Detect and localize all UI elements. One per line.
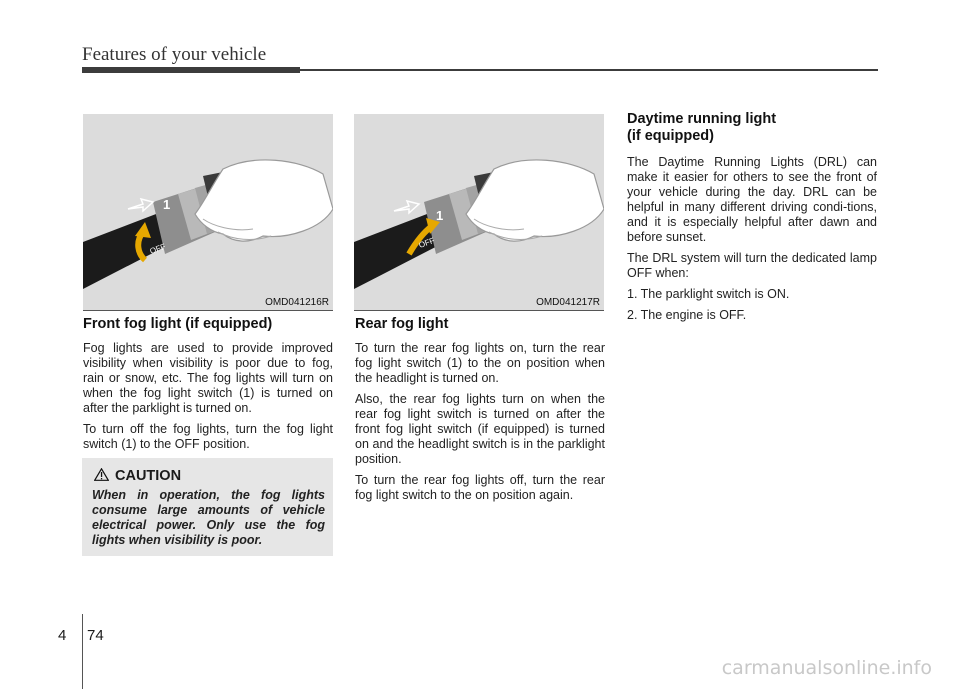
drl-paragraph: The Daytime Running Lights (DRL) can make it easier for others to see the front of your vehicle during the day. DRL can be helpful in many different driving condi-tions, and it is especially helpful after dawn and before sunset.	[627, 155, 877, 244]
front-fog-section	[83, 316, 333, 458]
off-label: OFF	[148, 241, 167, 256]
figure-rule	[354, 310, 604, 311]
front-fog-switch-illustration	[83, 114, 333, 311]
figure-rule	[83, 310, 333, 311]
drl-list-item: 1. The parklight switch is ON.	[627, 287, 790, 301]
rear-fog-paragraph: To turn the rear fog lights off, turn the rear fog light switch to the on position again.	[355, 473, 605, 502]
figure-code: OMD041217R	[536, 297, 600, 308]
drl-list-item: 2. The engine is OFF.	[627, 308, 747, 322]
caution-text: When in operation, the fog lights consume large amounts of vehicle electrical power. Only use the fog lights when visibility is poor.	[92, 488, 325, 547]
figure-code: OMD041216R	[265, 297, 329, 308]
watermark: carmanualsonline.info	[721, 657, 932, 679]
caution-box	[82, 458, 333, 556]
header-rule	[300, 69, 878, 71]
warning-triangle-icon	[94, 468, 109, 485]
drl-heading	[627, 111, 877, 145]
rear-fog-switch-illustration	[354, 114, 604, 311]
front-fog-heading: Front fog light (if equipped)	[83, 316, 273, 332]
rear-fog-paragraph: To turn the rear fog lights on, turn the rear fog light switch (1) to the on position when the headlight is turned on.	[355, 341, 605, 385]
off-label: OFF	[417, 235, 436, 250]
header-bar	[82, 67, 300, 73]
caution-title: CAUTION	[115, 468, 182, 484]
switch-number-label: 1	[163, 197, 171, 212]
caution-heading	[94, 468, 181, 485]
front-fog-paragraph: Fog lights are used to provide improved visibility when visibility is poor due to fog, rain or snow, etc. The fog lights will turn on when the fog light switch (1) is turned on after the parklight is turned on.	[83, 341, 333, 415]
drl-heading-line2: (if equipped)	[627, 128, 714, 144]
footer-divider	[82, 614, 83, 689]
page-number: 74	[87, 627, 104, 644]
switch-number-label: 1	[436, 208, 444, 223]
drl-section	[627, 111, 877, 329]
page-header-title: Features of your vehicle	[82, 44, 267, 65]
drl-paragraph: The DRL system will turn the dedicated lamp OFF when:	[627, 251, 877, 280]
front-fog-paragraph: To turn off the fog lights, turn the fog light switch (1) to the OFF position.	[83, 422, 333, 451]
rear-fog-paragraph: Also, the rear fog lights turn on when the rear fog light switch is turned on after the front fog light switch (if equipped) is turned on and the headlight switch is in the parklight position.	[355, 392, 605, 466]
rear-fog-section	[355, 316, 605, 509]
chapter-number: 4	[58, 627, 67, 644]
drl-heading-line1: Daytime running light	[627, 111, 777, 127]
rear-fog-heading: Rear fog light	[355, 316, 449, 332]
